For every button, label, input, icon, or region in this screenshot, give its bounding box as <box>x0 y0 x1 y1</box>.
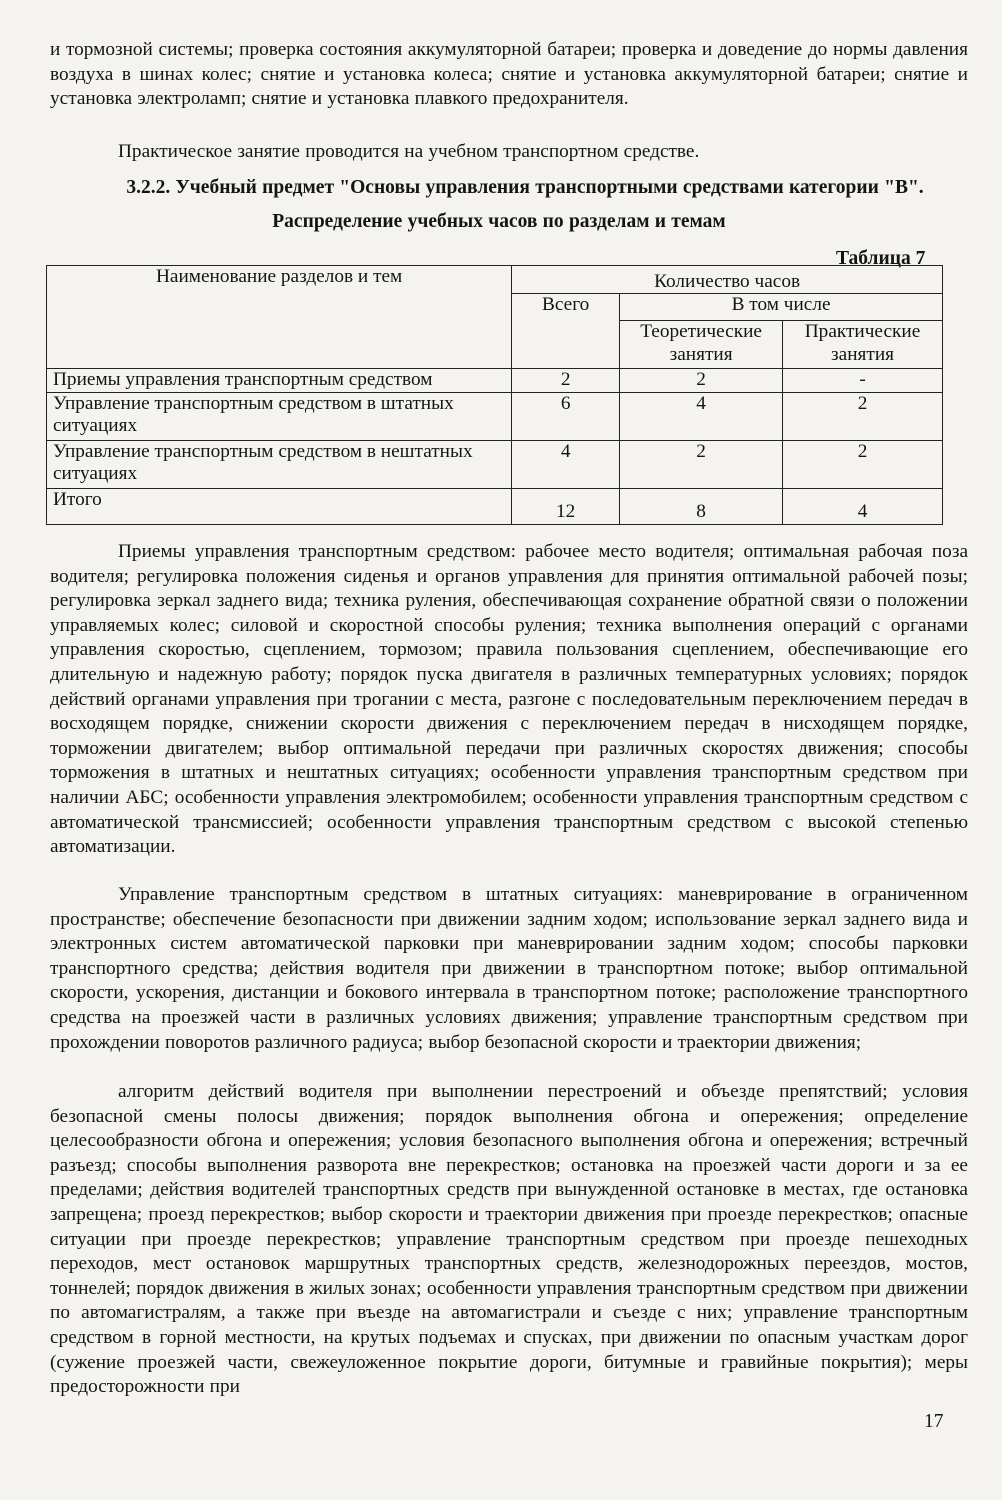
table-row <box>47 392 943 440</box>
row-name: Итого <box>47 488 512 524</box>
row-name: Управление транспортным средством в нештатных ситуациях <box>47 440 512 488</box>
row-theory: 2 <box>620 440 783 488</box>
row-total: 2 <box>512 369 620 393</box>
row-name: Приемы управления транспортным средством <box>47 369 512 393</box>
page-number: 17 <box>924 1411 944 1432</box>
intro-paragraph: и тормозной системы; проверка состояния аккумуляторной батареи; проверка и доведение до нормы давления воздуха в шинах колес; снятие и установка колеса; снятие и установка аккумуляторной батареи; снятие и установка электроламп; снятие и установка плавкого предохранителя. <box>50 39 968 110</box>
paragraph-techniques: Приемы управления транспортным средством: рабочее место водителя; оптимальная рабочая поза водителя; регулировка положения сиденья и органов управления для принятия оптимальной рабочей позы; регулировка зеркал заднего вида; техника руления, обеспечивающая сохранение обратной связи о положении управляемых колес; силовой и скоростной способы руления; техника выполнения операций с органами управления скоростью, сцеплением, тормозом; правила пользования сцеплением, обеспечивающие его длительную и надежную работу; порядок пуска двигателя в различных температурных условиях; порядок действий органами управления при трогании с места, разгоне с последовательным переключением передач в восходящем порядке, снижении скорости движения с переключением передач в нисходящем порядке, торможении двигателем; выбор оптимальной передачи при различных скоростях движения; способы торможения в штатных и нештатных ситуациях; особенности управления транспортным средством при наличии АБС; особенности управления электромобилем; особенности управления транспортным средством с автоматической трансмиссией; особенности управления транспортным средством с высокой степенью автоматизации. <box>50 541 968 858</box>
row-name: Управление транспортным средством в штатных ситуациях <box>47 392 512 440</box>
header-including: В том числе <box>620 294 943 321</box>
paragraph-regular-situations: Управление транспортным средством в штатных ситуациях: маневрирование в ограниченном пространстве; обеспечение безопасности при движении задним ходом; использование зеркал заднего вида и электронных систем автоматической парковки при маневрировании задним ходом; способы парковки транспортного средства; действия водителя при движении в транспортном потоке; выбор оптимальной скорости, ускорения, дистанции и бокового интервала в транспортном потоке; расположение транспортного средства на проезжей части в различных условиях движения; управление транспортным средством при прохождении поворотов различного радиуса; выбор безопасной скорости и траектории движения; <box>50 884 968 1053</box>
row-total: 4 <box>512 440 620 488</box>
row-theory: 4 <box>620 392 783 440</box>
row-practice: - <box>783 369 943 393</box>
row-total: 12 <box>512 488 620 524</box>
table-row-total <box>47 488 943 524</box>
row-practice: 4 <box>783 488 943 524</box>
row-practice: 2 <box>783 440 943 488</box>
table-row <box>47 440 943 488</box>
table-row <box>47 369 943 393</box>
row-total: 6 <box>512 392 620 440</box>
table-caption: Таблица 7 <box>836 248 926 269</box>
header-hours: Количество часов <box>512 266 943 294</box>
hours-table <box>46 265 943 525</box>
header-total: Всего <box>512 294 620 369</box>
row-practice: 2 <box>783 392 943 440</box>
paragraph-algorithm: алгоритм действий водителя при выполнении перестроений и объезде препятствий; условия безопасной смены полосы движения; порядок выполнения обгона и опережения; определение целесообразности обгона и опережения; условия безопасного выполнения обгона и опережения; встречный разъезд; способы выполнения разворота вне перекрестков; остановка на проезжей части дороги и за ее пределами; действия водителей транспортных средств при вынужденной остановке в местах, где остановка запрещена; проезд перекрестков; выбор скорости и траектории движения при проезде перекрестков; опасные ситуации при проезде перекрестков; управление транспортным средством при проезде пешеходных переходов, мест остановок маршрутных транспортных средств, железнодорожных переездов, мостов, тоннелей; порядок движения в жилых зонах; особенности управления транспортным средством при движении по автомагистралям, а также при въезде на автомагистрали и съезде с них; управление транспортным средством в горной местности, на крутых подъемах и спусках, при движении по опасным участкам дорог (сужение проезжей части, свежеуложенное покрытие дороги, битумные и гравийные покрытия); меры предосторожности при <box>50 1081 968 1398</box>
header-practice: Практические занятия <box>783 321 943 369</box>
header-section-name: Наименование разделов и тем <box>47 266 512 369</box>
header-theory: Теоретические занятия <box>620 321 783 369</box>
row-theory: 8 <box>620 488 783 524</box>
row-theory: 2 <box>620 369 783 393</box>
table-heading: Распределение учебных часов по разделам и темам <box>272 211 726 232</box>
section-heading: 3.2.2. Учебный предмет "Основы управления транспортными средствами категории "В". <box>126 177 924 198</box>
practical-note: Практическое занятие проводится на учебном транспортном средстве. <box>118 141 700 162</box>
